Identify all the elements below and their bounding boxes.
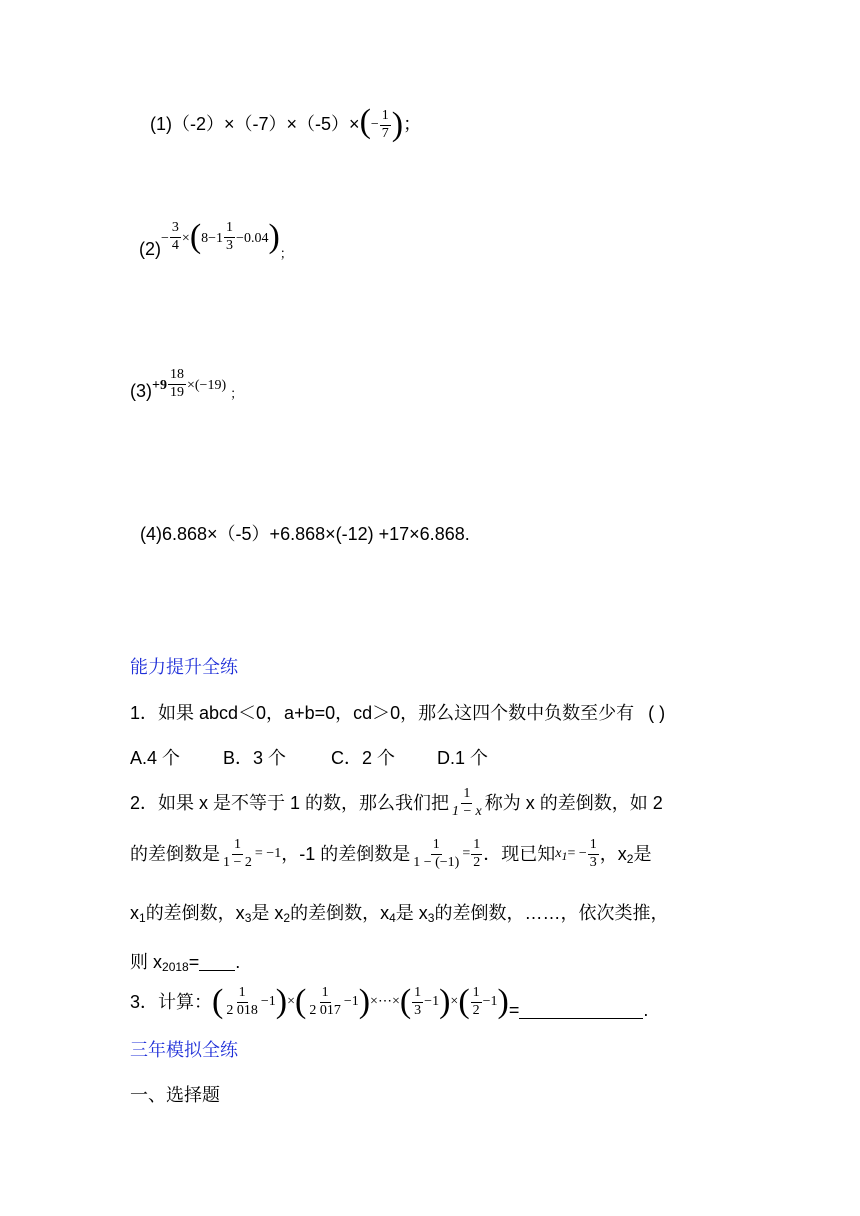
section-heading-ability: 能力提升全练 xyxy=(130,657,238,677)
x1-equals: = − xyxy=(567,846,587,862)
right-paren: ) xyxy=(439,983,451,1020)
fraction-denominator: 3 xyxy=(414,1002,422,1018)
fraction-denominator: 1 − (−1) xyxy=(413,854,460,870)
fraction-denominator: 19 xyxy=(169,384,184,400)
answer-paren: ( ) xyxy=(648,703,666,723)
problem-1-expr: （-2）×（-7）×（-5）× xyxy=(172,113,360,134)
q2-l3-t2: 的差倒数，x xyxy=(145,903,245,923)
option-a: A.4 个 xyxy=(130,748,181,768)
fraction-one-half xyxy=(471,838,482,870)
problem-2-expression xyxy=(161,220,280,254)
fraction-numerator: 1 xyxy=(380,109,391,126)
problem-2-end: ； xyxy=(279,246,293,261)
fraction-denominator: 1 − x xyxy=(452,803,482,819)
left-paren: ( xyxy=(458,983,470,1020)
times-sign: × xyxy=(181,230,190,246)
left-paren: ( xyxy=(294,983,307,1020)
fraction-one-seventh xyxy=(380,109,391,141)
left-paren: ( xyxy=(399,983,412,1020)
fraction-denominator: 3 xyxy=(226,237,234,253)
problem-1 xyxy=(150,103,422,143)
left-paren: ( xyxy=(212,983,224,1020)
fraction-denominator: 2 017 xyxy=(309,1002,341,1018)
question-2-line-2 xyxy=(130,838,651,870)
q2-l3-t1: x xyxy=(130,903,139,923)
option-c: C．2 个 xyxy=(331,748,396,768)
q2-l2-b: ，-1 的差倒数是 xyxy=(281,844,411,865)
q2-l2-e: 是 xyxy=(633,844,652,865)
q2-l2-c: ．现已知 xyxy=(483,844,556,865)
fraction-numerator: 1 xyxy=(461,787,472,804)
problem-1-label: (1) xyxy=(150,113,172,134)
fraction-denominator: 2 xyxy=(473,854,481,870)
fraction-1-over-3 xyxy=(412,986,423,1018)
fraction-numerator: 1 xyxy=(224,221,235,238)
q2-text-b: 称为 x 的差倒数，如 2 xyxy=(484,793,663,814)
fraction-numerator: 1 xyxy=(431,838,442,855)
q3-end: . xyxy=(643,1000,649,1020)
fraction-one-over-one-minus-x xyxy=(450,787,484,819)
problem-3-label: (3) xyxy=(130,381,152,402)
question-2-line-1 xyxy=(130,787,663,819)
question-1-options xyxy=(130,748,489,768)
fraction-one-third xyxy=(588,838,599,870)
fraction-numerator: 1 xyxy=(237,986,248,1003)
section-heading-three-year: 三年模拟全练 xyxy=(130,1040,238,1060)
problem-3-end: ； xyxy=(230,386,244,402)
fraction-1-over-2017 xyxy=(307,986,343,1018)
x-subscript: 2 xyxy=(283,911,291,925)
question-2-line-4 xyxy=(130,952,241,974)
q2-l4-a: 则 x xyxy=(130,952,163,972)
times-sign: × xyxy=(450,994,459,1009)
fraction-three-quarters xyxy=(170,221,181,253)
q2-l4-equals: = xyxy=(188,952,200,972)
problem-3 xyxy=(130,367,244,402)
question-3 xyxy=(130,985,648,1019)
problem-1-end: ； xyxy=(403,113,422,134)
fraction-denominator: 1 − 2 xyxy=(223,854,252,870)
fraction-1-over-2018 xyxy=(224,986,260,1018)
fraction-18-19 xyxy=(168,368,186,400)
fraction-1-over-1-minus-neg1 xyxy=(411,838,461,870)
fraction-one-third xyxy=(224,221,235,253)
x-variable: x xyxy=(555,846,562,862)
answer-blank[interactable] xyxy=(199,956,235,971)
fraction-1-over-1-minus-2 xyxy=(221,838,254,870)
problem-3-expression xyxy=(152,368,226,400)
question-2-line-3 xyxy=(130,903,669,925)
fraction-1-over-2 xyxy=(471,986,482,1018)
fraction-numerator: 18 xyxy=(168,368,186,385)
option-b: B．3 个 xyxy=(223,748,287,768)
fraction-denominator: 7 xyxy=(381,125,389,141)
ellipsis-times: ×⋯× xyxy=(370,994,400,1009)
fraction-numerator: 1 xyxy=(232,838,243,855)
equals-sign: = xyxy=(462,846,471,862)
x-subscript: 2018 xyxy=(162,960,189,974)
answer-blank[interactable] xyxy=(519,996,643,1019)
x-subscript: 2 xyxy=(626,852,634,867)
inner-a: 8−1 xyxy=(201,230,224,246)
fraction-denominator: 2 018 xyxy=(226,1002,258,1018)
problem-2 xyxy=(139,218,293,261)
lead-term: +9 xyxy=(152,377,167,393)
fraction-numerator: 1 xyxy=(471,838,482,855)
fraction-numerator: 1 xyxy=(412,986,423,1003)
minus-one: −1 xyxy=(424,994,440,1009)
fraction-denominator: 3 xyxy=(589,854,597,870)
q3-lead: 3．计算： xyxy=(130,992,213,1012)
fraction-numerator: 1 xyxy=(588,838,599,855)
q2-l2-d xyxy=(599,844,652,867)
problem-2-label: (2) xyxy=(139,239,161,259)
x-subscript: 1 xyxy=(139,911,146,925)
minus-one: −1 xyxy=(343,994,359,1009)
x-subscript: 1 xyxy=(561,849,568,864)
fraction-denominator: 2 xyxy=(472,1002,480,1018)
x1-symbol xyxy=(555,846,568,864)
question-1 xyxy=(130,704,665,722)
fraction-numerator: 1 xyxy=(320,986,331,1003)
option-d: D.1 个 xyxy=(437,748,489,768)
fraction-numerator: 3 xyxy=(170,221,181,238)
minus-one: −1 xyxy=(260,994,276,1009)
q2-l4-end: . xyxy=(235,952,241,972)
q3-equals: = xyxy=(508,1000,520,1020)
minus-sign: − xyxy=(370,117,379,132)
fraction-denominator: 4 xyxy=(171,237,179,253)
inner-b: −0.04 xyxy=(236,230,269,246)
right-paren: ) xyxy=(497,983,509,1020)
x-subscript: 4 xyxy=(389,911,396,925)
problem-4: (4)6.868×（-5）+6.868×(-12) +17×6.868. xyxy=(140,524,470,544)
x-subscript: 3 xyxy=(244,911,252,925)
subsection-multiple-choice: 一、选择题 xyxy=(130,1085,220,1105)
q2-l3-t3: 是 x xyxy=(251,903,284,923)
question-1-text: 1．如果 abcd＜0，a+b=0，cd＞0，那么这四个数中负数至少有 xyxy=(130,703,635,723)
right-paren: ) xyxy=(391,106,404,143)
tail-term: ×(−19) xyxy=(186,377,227,393)
q2-l3-t5: 是 x xyxy=(395,903,428,923)
right-paren: ) xyxy=(358,983,371,1020)
right-paren: ) xyxy=(275,983,288,1020)
minus-one: −1 xyxy=(482,994,498,1009)
q2-l3-t6: 的差倒数，……，依次类推， xyxy=(434,903,669,923)
left-paren: ( xyxy=(359,103,371,140)
equals-minus-one: = −1 xyxy=(254,846,282,862)
x-subscript: 3 xyxy=(427,911,435,925)
right-paren: ) xyxy=(268,218,280,255)
q2-l2-a: 的差倒数是 xyxy=(130,844,220,865)
x2-text: ，x xyxy=(599,844,627,865)
times-sign: × xyxy=(287,994,295,1009)
minus-sign: − xyxy=(161,230,169,246)
left-paren: ( xyxy=(189,218,202,255)
fraction-numerator: 1 xyxy=(471,986,482,1003)
q2-text-a: 2．如果 x 是不等于 1 的数，那么我们把 xyxy=(130,793,450,814)
q2-l3-t4: 的差倒数，x xyxy=(290,903,390,923)
